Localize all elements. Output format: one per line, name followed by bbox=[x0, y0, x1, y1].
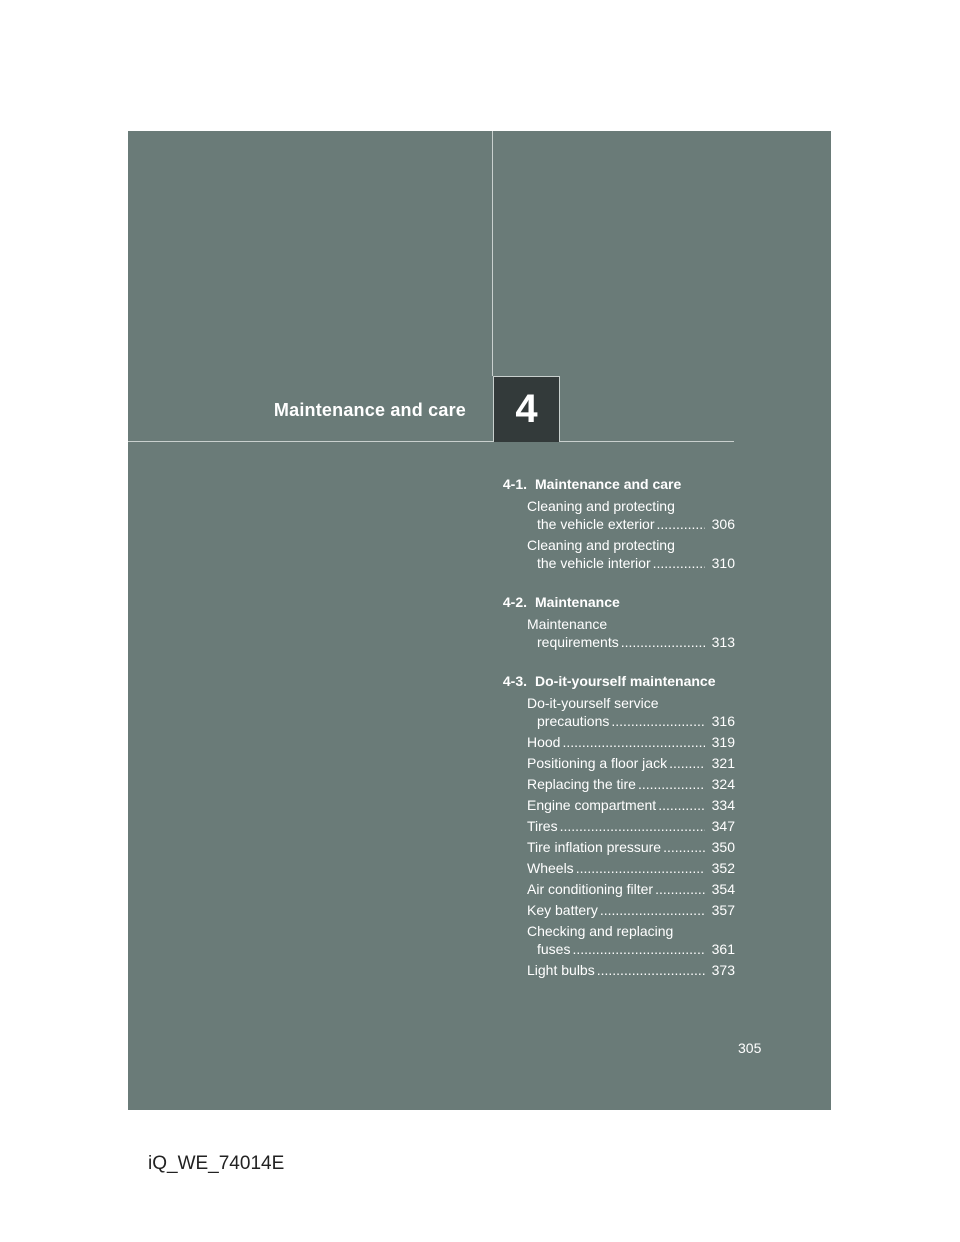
entry-page-number: 357 bbox=[711, 902, 735, 918]
entry-title-line2: fuses bbox=[537, 941, 571, 957]
entry-title: Replacing the tire bbox=[527, 776, 636, 792]
entry-page-number: 321 bbox=[711, 755, 735, 771]
section-number: 4-3. bbox=[502, 673, 527, 689]
toc-entry[interactable] bbox=[527, 754, 735, 772]
toc-section bbox=[485, 594, 735, 651]
section-title: Maintenance bbox=[535, 594, 620, 610]
entry-title-line2: precautions bbox=[537, 713, 610, 729]
entry-page-number: 306 bbox=[711, 516, 735, 532]
entry-title-line2: the vehicle interior bbox=[537, 555, 651, 571]
toc-entry[interactable] bbox=[527, 615, 735, 651]
entry-title: Hood bbox=[527, 734, 561, 750]
section-title: Maintenance and care bbox=[535, 476, 682, 492]
entry-page-number: 347 bbox=[711, 818, 735, 834]
entry-title-line2: the vehicle exterior bbox=[537, 516, 655, 532]
toc-entry[interactable] bbox=[527, 901, 735, 919]
entry-page-number: 319 bbox=[711, 734, 735, 750]
toc-entry[interactable] bbox=[527, 796, 735, 814]
document-id: iQ_WE_74014E bbox=[148, 1153, 285, 1174]
section-title: Do-it-yourself maintenance bbox=[535, 673, 716, 689]
toc-section-heading[interactable] bbox=[485, 476, 735, 497]
toc-entry[interactable] bbox=[527, 880, 735, 898]
toc-entry[interactable] bbox=[527, 536, 735, 572]
section-number: 4-1. bbox=[502, 476, 527, 492]
toc-entry[interactable] bbox=[527, 497, 735, 533]
toc-entry[interactable] bbox=[527, 961, 735, 979]
chapter-number: 4 bbox=[515, 387, 538, 431]
entry-title-line1: Cleaning and protecting bbox=[527, 498, 675, 514]
entry-title: Engine compartment bbox=[527, 797, 657, 813]
dot-leader bbox=[619, 634, 705, 650]
entry-page-number: 352 bbox=[711, 860, 735, 876]
table-of-contents bbox=[485, 476, 735, 1001]
entry-title-line1: Do-it-yourself service bbox=[527, 695, 659, 711]
toc-entry[interactable] bbox=[527, 838, 735, 856]
toc-section-heading[interactable] bbox=[485, 594, 735, 615]
entry-page-number: 310 bbox=[711, 555, 735, 571]
entry-title: Light bulbs bbox=[527, 962, 595, 978]
entry-title-line1: Maintenance bbox=[527, 616, 608, 632]
toc-entry[interactable] bbox=[527, 817, 735, 835]
entry-page-number: 350 bbox=[711, 839, 735, 855]
entry-page-number: 354 bbox=[711, 881, 735, 897]
entry-title: Tires bbox=[527, 818, 558, 834]
entry-title: Tire inflation pressure bbox=[527, 839, 662, 855]
entry-title: Wheels bbox=[527, 860, 574, 876]
entry-title-line2: requirements bbox=[537, 634, 619, 650]
dot-leader bbox=[574, 860, 705, 876]
dot-leader bbox=[609, 713, 705, 729]
dot-leader bbox=[667, 755, 705, 771]
page-number: 305 bbox=[738, 1040, 762, 1056]
vertical-divider bbox=[492, 131, 493, 376]
toc-entry[interactable] bbox=[527, 775, 735, 793]
dot-leader bbox=[595, 962, 705, 978]
dot-leader bbox=[655, 516, 705, 532]
entry-title-line1: Checking and replacing bbox=[527, 923, 674, 939]
entry-title: Air conditioning filter bbox=[527, 881, 654, 897]
toc-entry[interactable] bbox=[527, 733, 735, 751]
dot-leader bbox=[653, 881, 705, 897]
toc-section-heading[interactable] bbox=[485, 673, 735, 694]
dot-leader bbox=[661, 839, 705, 855]
dot-leader bbox=[570, 941, 705, 957]
entry-page-number: 313 bbox=[711, 634, 735, 650]
entry-title-line1: Cleaning and protecting bbox=[527, 537, 675, 553]
entry-page-number: 334 bbox=[711, 797, 735, 813]
entry-page-number: 373 bbox=[711, 962, 735, 978]
toc-entry[interactable] bbox=[527, 694, 735, 730]
toc-entry[interactable] bbox=[527, 922, 735, 958]
dot-leader bbox=[560, 734, 705, 750]
entry-title: Positioning a floor jack bbox=[527, 755, 668, 771]
entry-title: Key battery bbox=[527, 902, 598, 918]
section-number: 4-2. bbox=[502, 594, 527, 610]
entry-page-number: 361 bbox=[711, 941, 735, 957]
entry-page-number: 324 bbox=[711, 776, 735, 792]
chapter-number-box bbox=[493, 376, 560, 442]
dot-leader bbox=[598, 902, 705, 918]
dot-leader bbox=[651, 555, 705, 571]
dot-leader bbox=[636, 776, 705, 792]
horizontal-divider bbox=[128, 441, 734, 442]
dot-leader bbox=[558, 818, 705, 834]
toc-entry[interactable] bbox=[527, 859, 735, 877]
dot-leader bbox=[656, 797, 705, 813]
toc-section bbox=[485, 673, 735, 979]
toc-section bbox=[485, 476, 735, 572]
entry-page-number: 316 bbox=[711, 713, 735, 729]
chapter-title: Maintenance and care bbox=[273, 400, 466, 420]
